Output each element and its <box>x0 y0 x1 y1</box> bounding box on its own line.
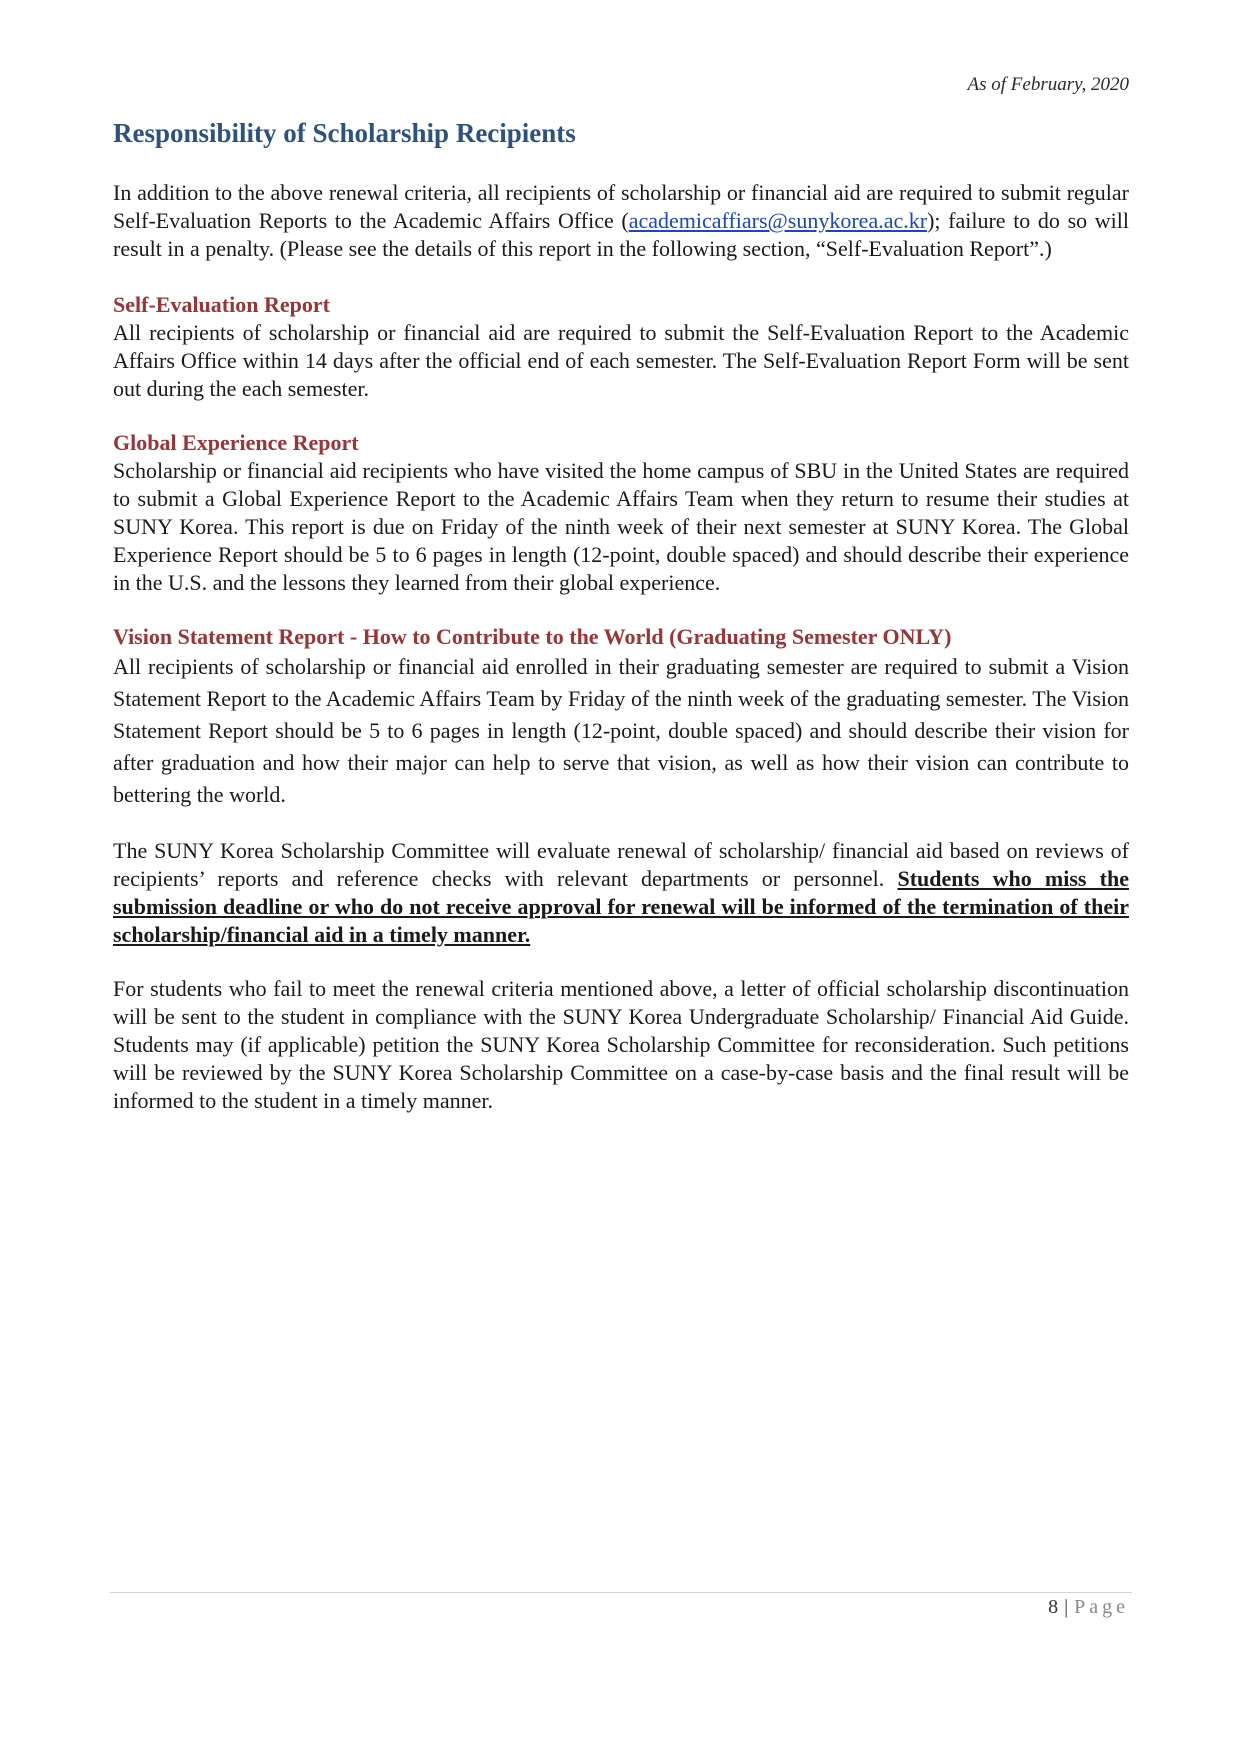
self-evaluation-section <box>113 291 1129 403</box>
page-footer <box>1048 1596 1129 1619</box>
global-experience-section <box>113 429 1129 597</box>
footer-divider <box>110 1592 1132 1593</box>
committee-emphasis: Students who miss the submission deadline or who do not receive approval for renewal will be informed of the termination of their scholarship/financial aid in a timely manner. <box>113 866 1129 947</box>
vision-statement-section <box>113 623 1129 811</box>
vision-statement-heading: Vision Statement Report - How to Contribute to the World (Graduating Semester ONLY) <box>113 624 952 649</box>
header-date: As of February, 2020 <box>967 74 1129 95</box>
intro-text-after: ); failure to do so will result in a penalty. (Please see the details of this report in the following section, “Self-Evaluation Report”.) <box>113 208 1129 261</box>
main-content <box>113 118 1129 1141</box>
page-title: Responsibility of Scholarship Recipients <box>113 118 576 148</box>
email-link[interactable]: academicaffiars@sunykorea.ac.kr <box>628 208 928 233</box>
page-number: 8 <box>1048 1596 1059 1618</box>
discontinuation-paragraph: For students who fail to meet the renewal criteria mentioned above, a letter of official scholarship discontinuation will be sent to the student in compliance with the SUNY Korea Undergraduate Scholarship/ Financial Aid Guide. Students may (if applicable) petition the SUNY Korea Scholarship Committee for reconsideration. Such petitions will be reviewed by the SUNY Korea Scholarship Committee on a case-by-case basis and the final result will be informed to the student in a timely manner. <box>113 976 1129 1113</box>
intro-paragraph <box>113 179 1129 263</box>
footer-separator: | <box>1064 1596 1069 1618</box>
discontinuation-section <box>113 975 1129 1115</box>
global-experience-body: Scholarship or financial aid recipients who have visited the home campus of SBU in the United States are required to submit a Global Experience Report to the Academic Affairs Team when they return to resume their studies at SUNY Korea. This report is due on Friday of the ninth week of their next semester at SUNY Korea. The Global Experience Report should be 5 to 6 pages in length (12-point, double spaced) and should describe their experience in the U.S. and the lessons they learned from their global experience. <box>113 458 1129 595</box>
committee-paragraph <box>113 837 1129 949</box>
vision-statement-body: All recipients of scholarship or financial aid enrolled in their graduating semester are required to submit a Vision Statement Report to the Academic Affairs Team by Friday of the ninth week of the graduating semester. The Vision Statement Report should be 5 to 6 pages in length (12-point, double spaced) and should describe their vision for after graduation and how their major can help to serve that vision, as well as how their vision can contribute to bettering the world. <box>113 654 1129 807</box>
self-evaluation-heading: Self-Evaluation Report <box>113 292 330 317</box>
intro-text-before: In addition to the above renewal criteria, all recipients of scholarship or financial aid are required to submit regular Self-Evaluation Reports to the Academic Affairs Office ( <box>113 180 1129 233</box>
global-experience-heading: Global Experience Report <box>113 430 359 455</box>
page-label: Page <box>1074 1596 1129 1618</box>
committee-text: The SUNY Korea Scholarship Committee will evaluate renewal of scholarship/ financial aid based on reviews of recipients’ reports and reference checks with relevant departments or personnel. <box>113 838 1129 891</box>
self-evaluation-body: All recipients of scholarship or financial aid are required to submit the Self-Evaluation Report to the Academic Affairs Office within 14 days after the official end of each semester. The Self-Evaluation Report Form will be sent out during the each semester. <box>113 320 1129 401</box>
committee-section <box>113 837 1129 949</box>
